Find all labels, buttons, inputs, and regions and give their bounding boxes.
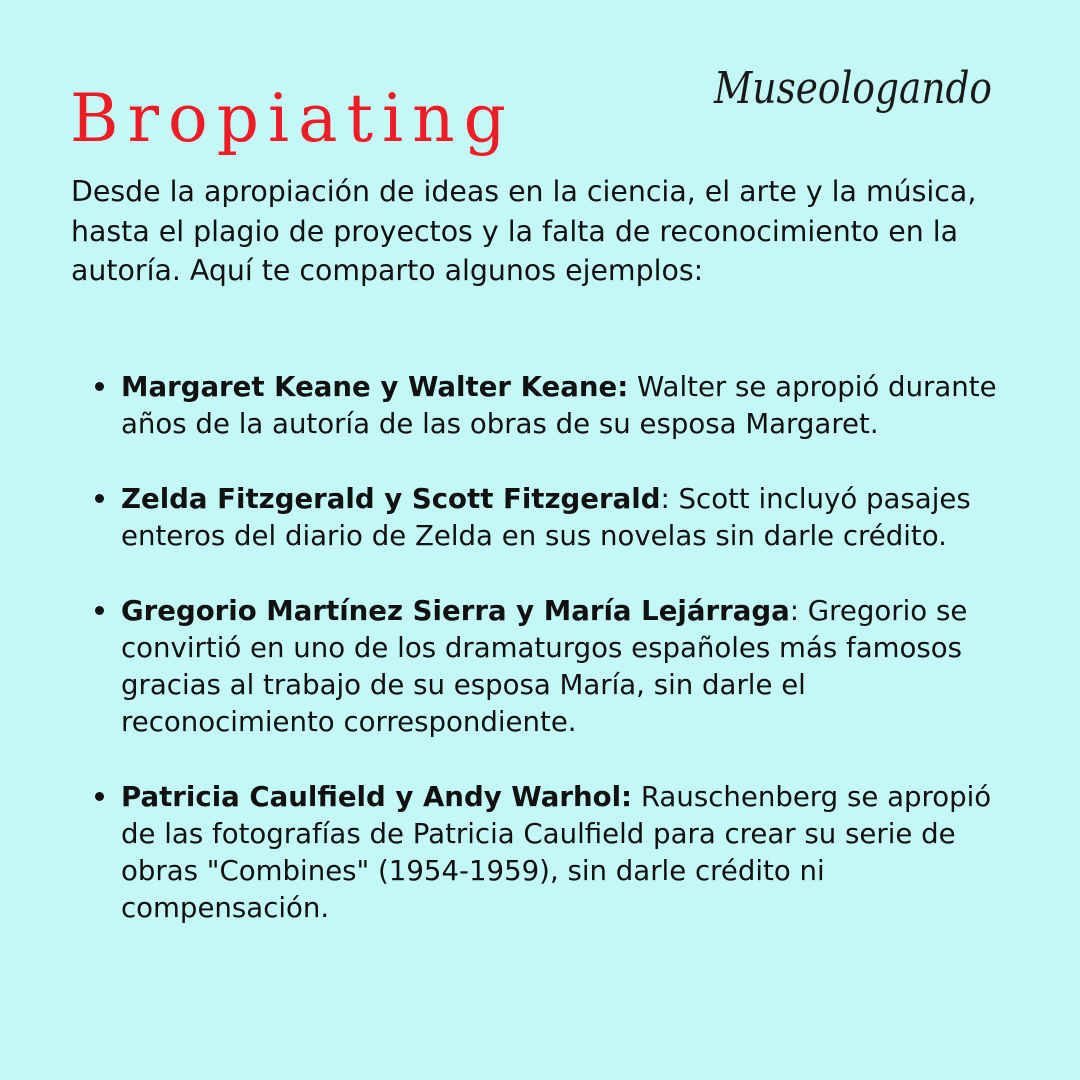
bullet-icon bbox=[95, 606, 104, 615]
item-name: Patricia Caulfield y Andy Warhol: bbox=[121, 780, 633, 813]
examples-list bbox=[95, 368, 1025, 964]
item-description: : Gregorio se convirtió en uno de los dramaturgos españoles más famosos gracias al trabajo de su esposa María, sin darle el reconocimiento correspondiente. bbox=[121, 594, 968, 738]
museologando-logo bbox=[712, 55, 997, 130]
logo-text: Museologando bbox=[713, 63, 992, 114]
bullet-icon bbox=[95, 792, 104, 801]
page-title: Bropiating bbox=[70, 80, 515, 158]
bullet-icon bbox=[95, 494, 104, 503]
item-name: Margaret Keane y Walter Keane: bbox=[121, 370, 629, 403]
item-name: Zelda Fitzgerald y Scott Fitzgerald bbox=[121, 482, 661, 515]
item-description: Rauschenberg se apropió de las fotografías de Patricia Caulfield para crear su serie de obras "Combines" (1954-1959), sin darle crédito ni compensación. bbox=[121, 780, 992, 924]
list-item bbox=[95, 480, 1025, 554]
list-item bbox=[95, 592, 1025, 740]
item-description: Walter se apropió durante años de la autoría de las obras de su esposa Margaret. bbox=[121, 370, 997, 440]
intro-paragraph: Desde la apropiación de ideas en la ciencia, el arte y la música, hasta el plagio de proyectos y la falta de reconocimiento en la autoría. Aquí te comparto algunos ejemplos: bbox=[71, 175, 977, 287]
item-name: Gregorio Martínez Sierra y María Lejárraga bbox=[121, 594, 790, 627]
list-item bbox=[95, 368, 1025, 442]
item-description: : Scott incluyó pasajes enteros del diario de Zelda en sus novelas sin darle crédito. bbox=[121, 482, 971, 552]
list-item bbox=[95, 778, 1025, 926]
bullet-icon bbox=[95, 382, 104, 391]
